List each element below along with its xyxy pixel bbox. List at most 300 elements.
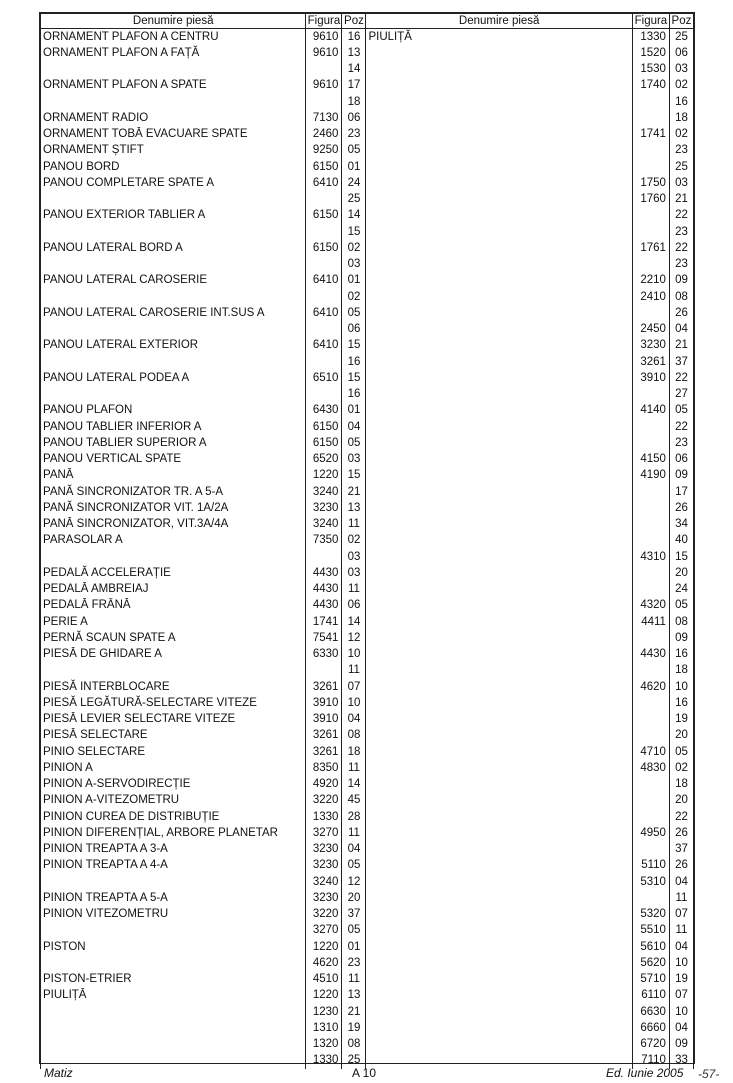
right-poz: 19 <box>669 972 693 988</box>
right-part-name <box>366 322 632 338</box>
table-row <box>41 289 694 305</box>
left-part-name <box>41 257 306 273</box>
right-figura <box>632 500 669 516</box>
right-figura: 1330 <box>632 29 669 46</box>
table-row <box>41 338 694 354</box>
right-figura <box>632 712 669 728</box>
right-figura <box>632 517 669 533</box>
left-poz: 10 <box>342 695 366 711</box>
right-part-name <box>366 874 632 890</box>
right-part-name <box>366 695 632 711</box>
left-poz: 08 <box>342 1037 366 1053</box>
right-poz: 08 <box>669 614 693 630</box>
table-row <box>41 78 694 94</box>
right-part-name <box>366 630 632 646</box>
left-part-name: PINION DIFERENȚIAL, ARBORE PLANETAR <box>41 825 306 841</box>
left-poz: 06 <box>342 598 366 614</box>
right-figura <box>632 533 669 549</box>
right-poz: 09 <box>669 1037 693 1053</box>
right-part-name <box>366 777 632 793</box>
left-figura: 3910 <box>306 695 342 711</box>
left-part-name <box>41 354 306 370</box>
left-figura: 3240 <box>306 517 342 533</box>
right-poz: 33 <box>669 1053 693 1069</box>
left-part-name: PERNĂ SCAUN SPATE A <box>41 630 306 646</box>
header-poz-left: Poz <box>342 14 366 29</box>
right-poz: 15 <box>669 549 693 565</box>
right-poz: 04 <box>669 874 693 890</box>
right-poz: 05 <box>669 403 693 419</box>
right-part-name <box>366 1004 632 1020</box>
right-part-name <box>366 907 632 923</box>
left-figura: 3230 <box>306 842 342 858</box>
left-part-name: PANĂ SINCRONIZATOR, VIT.3A/4A <box>41 517 306 533</box>
left-figura: 3261 <box>306 728 342 744</box>
left-part-name: PERIE A <box>41 614 306 630</box>
left-part-name: PANOU LATERAL CAROSERIE INT.SUS A <box>41 305 306 321</box>
right-part-name <box>366 110 632 126</box>
left-poz: 07 <box>342 679 366 695</box>
left-part-name: PIESĂ LEGĂTURĂ-SELECTARE VITEZE <box>41 695 306 711</box>
left-figura: 3240 <box>306 484 342 500</box>
right-figura <box>632 387 669 403</box>
left-part-name <box>41 322 306 338</box>
right-poz: 16 <box>669 695 693 711</box>
left-part-name: PEDALĂ FRÂNĂ <box>41 598 306 614</box>
left-figura: 6430 <box>306 403 342 419</box>
right-figura: 2410 <box>632 289 669 305</box>
right-poz: 21 <box>669 338 693 354</box>
left-figura: 3261 <box>306 679 342 695</box>
right-poz: 19 <box>669 712 693 728</box>
right-part-name <box>366 305 632 321</box>
right-figura: 4430 <box>632 647 669 663</box>
right-poz: 08 <box>669 289 693 305</box>
table-row <box>41 614 694 630</box>
right-figura: 5310 <box>632 874 669 890</box>
left-part-name: PANOU VERTICAL SPATE <box>41 452 306 468</box>
right-poz: 23 <box>669 224 693 240</box>
right-part-name <box>366 517 632 533</box>
left-poz: 15 <box>342 338 366 354</box>
left-poz: 12 <box>342 630 366 646</box>
right-part-name <box>366 370 632 386</box>
right-poz: 10 <box>669 1004 693 1020</box>
left-figura <box>306 322 342 338</box>
right-part-name <box>366 988 632 1004</box>
right-poz: 26 <box>669 305 693 321</box>
right-figura <box>632 159 669 175</box>
right-part-name <box>366 533 632 549</box>
header-figura-left: Figura <box>307 14 341 27</box>
right-poz: 02 <box>669 760 693 776</box>
table-row <box>41 712 694 728</box>
left-part-name: PIESĂ LEVIER SELECTARE VITEZE <box>41 712 306 728</box>
left-part-name <box>41 663 306 679</box>
right-poz: 10 <box>669 955 693 971</box>
table-row <box>41 760 694 776</box>
right-figura: 1761 <box>632 240 669 256</box>
left-figura: 6410 <box>306 338 342 354</box>
right-figura: 1750 <box>632 175 669 191</box>
right-part-name <box>366 273 632 289</box>
right-poz: 02 <box>669 78 693 94</box>
left-figura: 6520 <box>306 452 342 468</box>
right-poz: 04 <box>669 939 693 955</box>
right-poz: 37 <box>669 842 693 858</box>
table-row <box>41 777 694 793</box>
right-figura: 1520 <box>632 45 669 61</box>
left-figura: 1741 <box>306 614 342 630</box>
table-row <box>41 175 694 191</box>
left-part-name: PARASOLAR A <box>41 533 306 549</box>
table-row <box>41 728 694 744</box>
right-poz: 23 <box>669 435 693 451</box>
right-part-name <box>366 403 632 419</box>
right-figura: 3230 <box>632 338 669 354</box>
left-figura <box>306 387 342 403</box>
left-poz: 03 <box>342 565 366 581</box>
left-part-name: ORNAMENT PLAFON A SPATE <box>41 78 306 94</box>
right-figura: 4320 <box>632 598 669 614</box>
right-part-name <box>366 78 632 94</box>
left-part-name: PANOU EXTERIOR TABLIER A <box>41 208 306 224</box>
left-poz: 37 <box>342 907 366 923</box>
right-poz: 03 <box>669 175 693 191</box>
table-row <box>41 1020 694 1036</box>
left-figura <box>306 257 342 273</box>
left-part-name <box>41 387 306 403</box>
left-figura: 3220 <box>306 907 342 923</box>
right-figura <box>632 419 669 435</box>
table-row <box>41 663 694 679</box>
right-figura: 6110 <box>632 988 669 1004</box>
left-figura: 6150 <box>306 240 342 256</box>
right-part-name <box>366 1037 632 1053</box>
right-part-name <box>366 1020 632 1036</box>
table-row <box>41 549 694 565</box>
right-poz: 22 <box>669 240 693 256</box>
right-poz: 26 <box>669 500 693 516</box>
table-row <box>41 468 694 484</box>
right-part-name <box>366 338 632 354</box>
table-row <box>41 923 694 939</box>
right-poz: 26 <box>669 858 693 874</box>
left-part-name: PEDALĂ ACCELERAȚIE <box>41 565 306 581</box>
left-poz: 01 <box>342 939 366 955</box>
left-poz: 03 <box>342 257 366 273</box>
right-part-name <box>366 744 632 760</box>
left-part-name <box>41 1037 306 1053</box>
left-poz: 13 <box>342 988 366 1004</box>
left-poz: 45 <box>342 793 366 809</box>
right-poz: 25 <box>669 29 693 46</box>
right-part-name <box>366 728 632 744</box>
table-row <box>41 582 694 598</box>
right-figura: 1741 <box>632 127 669 143</box>
right-figura: 4950 <box>632 825 669 841</box>
right-poz: 24 <box>669 582 693 598</box>
left-figura: 6330 <box>306 647 342 663</box>
right-part-name <box>366 793 632 809</box>
right-figura: 6720 <box>632 1037 669 1053</box>
right-figura: 3910 <box>632 370 669 386</box>
right-figura: 2210 <box>632 273 669 289</box>
table-row <box>41 565 694 581</box>
right-part-name <box>366 972 632 988</box>
right-part-name <box>366 289 632 305</box>
left-figura: 4430 <box>306 598 342 614</box>
left-poz: 16 <box>342 354 366 370</box>
left-figura: 6150 <box>306 208 342 224</box>
left-part-name <box>41 923 306 939</box>
left-poz: 21 <box>342 1004 366 1020</box>
right-part-name <box>366 45 632 61</box>
right-figura: 5110 <box>632 858 669 874</box>
left-poz: 28 <box>342 809 366 825</box>
right-part-name <box>366 435 632 451</box>
right-part-name <box>366 94 632 110</box>
right-poz: 37 <box>669 354 693 370</box>
left-part-name <box>41 192 306 208</box>
right-poz: 16 <box>669 94 693 110</box>
table-row <box>41 305 694 321</box>
left-figura: 7541 <box>306 630 342 646</box>
table-row <box>41 159 694 175</box>
right-part-name <box>366 468 632 484</box>
table-row <box>41 500 694 516</box>
right-part-name <box>366 842 632 858</box>
left-poz: 15 <box>342 370 366 386</box>
left-poz: 05 <box>342 435 366 451</box>
right-part-name <box>366 387 632 403</box>
left-part-name: PANĂ SINCRONIZATOR VIT. 1A/2A <box>41 500 306 516</box>
right-part-name <box>366 663 632 679</box>
right-poz: 04 <box>669 322 693 338</box>
table-row <box>41 370 694 386</box>
left-part-name <box>41 289 306 305</box>
right-figura <box>632 777 669 793</box>
right-poz: 07 <box>669 907 693 923</box>
table-row <box>41 695 694 711</box>
right-figura <box>632 809 669 825</box>
right-figura: 4620 <box>632 679 669 695</box>
left-figura: 9610 <box>306 78 342 94</box>
table-row <box>41 452 694 468</box>
right-part-name <box>366 760 632 776</box>
left-poz: 05 <box>342 923 366 939</box>
table-row <box>41 354 694 370</box>
table-row <box>41 110 694 126</box>
left-figura <box>306 192 342 208</box>
right-figura <box>632 257 669 273</box>
right-figura <box>632 890 669 906</box>
left-part-name: ORNAMENT TOBĂ EVACUARE SPATE <box>41 127 306 143</box>
left-figura: 1330 <box>306 1053 342 1069</box>
right-part-name <box>366 809 632 825</box>
right-poz: 18 <box>669 777 693 793</box>
left-poz: 25 <box>342 1053 366 1069</box>
table-row <box>41 517 694 533</box>
right-figura: 4830 <box>632 760 669 776</box>
table-row <box>41 907 694 923</box>
right-poz: 09 <box>669 273 693 289</box>
left-poz: 06 <box>342 322 366 338</box>
right-poz: 23 <box>669 257 693 273</box>
left-poz: 15 <box>342 224 366 240</box>
right-poz: 23 <box>669 143 693 159</box>
left-poz: 23 <box>342 955 366 971</box>
right-part-name <box>366 127 632 143</box>
header-name-right: Denumire piesă <box>366 14 632 29</box>
table-row <box>41 208 694 224</box>
left-figura: 3910 <box>306 712 342 728</box>
right-part-name <box>366 257 632 273</box>
right-figura <box>632 143 669 159</box>
right-part-name <box>366 159 632 175</box>
left-figura: 8350 <box>306 760 342 776</box>
left-part-name: PANOU PLAFON <box>41 403 306 419</box>
right-poz: 20 <box>669 793 693 809</box>
left-part-name: PINIO SELECTARE <box>41 744 306 760</box>
left-poz: 08 <box>342 728 366 744</box>
parts-table <box>40 13 694 1069</box>
right-part-name <box>366 192 632 208</box>
right-part-name: PIULIȚĂ <box>366 29 632 46</box>
table-row <box>41 94 694 110</box>
left-poz: 04 <box>342 842 366 858</box>
table-row <box>41 45 694 61</box>
left-part-name: PINION TREAPTA A 5-A <box>41 890 306 906</box>
right-part-name <box>366 484 632 500</box>
table-row <box>41 192 694 208</box>
left-poz: 12 <box>342 874 366 890</box>
left-poz: 04 <box>342 419 366 435</box>
left-poz: 03 <box>342 549 366 565</box>
left-part-name <box>41 874 306 890</box>
table-header-row <box>41 14 694 29</box>
right-poz: 26 <box>669 825 693 841</box>
left-poz: 01 <box>342 403 366 419</box>
header-figura-right: Figura <box>632 14 669 29</box>
right-poz: 18 <box>669 110 693 126</box>
right-part-name <box>366 1053 632 1069</box>
left-part-name: PANOU BORD <box>41 159 306 175</box>
table-row <box>41 842 694 858</box>
left-poz: 18 <box>342 744 366 760</box>
right-part-name <box>366 175 632 191</box>
left-part-name: PANOU TABLIER INFERIOR A <box>41 419 306 435</box>
table-row <box>41 598 694 614</box>
left-poz: 05 <box>342 143 366 159</box>
left-figura: 7350 <box>306 533 342 549</box>
table-row <box>41 484 694 500</box>
left-figura: 3270 <box>306 923 342 939</box>
right-figura: 4150 <box>632 452 669 468</box>
table-row <box>41 647 694 663</box>
left-part-name: PINION TREAPTA A 3-A <box>41 842 306 858</box>
right-poz: 06 <box>669 45 693 61</box>
right-figura <box>632 565 669 581</box>
left-figura: 4920 <box>306 777 342 793</box>
left-part-name <box>41 224 306 240</box>
left-poz: 21 <box>342 484 366 500</box>
left-figura: 1310 <box>306 1020 342 1036</box>
left-figura: 1220 <box>306 988 342 1004</box>
table-row <box>41 273 694 289</box>
left-part-name: PISTON <box>41 939 306 955</box>
left-figura: 6410 <box>306 273 342 289</box>
right-figura: 4310 <box>632 549 669 565</box>
left-part-name: PANOU LATERAL CAROSERIE <box>41 273 306 289</box>
right-figura <box>632 208 669 224</box>
left-poz: 11 <box>342 517 366 533</box>
left-figura: 3230 <box>306 858 342 874</box>
left-figura: 4430 <box>306 565 342 581</box>
left-figura <box>306 354 342 370</box>
table-row <box>41 403 694 419</box>
right-poz: 05 <box>669 744 693 760</box>
table-row <box>41 744 694 760</box>
left-poz: 11 <box>342 972 366 988</box>
left-part-name: ORNAMENT PLAFON A CENTRU <box>41 29 306 46</box>
left-poz: 05 <box>342 858 366 874</box>
right-figura <box>632 435 669 451</box>
left-figura: 1220 <box>306 939 342 955</box>
left-part-name <box>41 1053 306 1069</box>
left-part-name <box>41 94 306 110</box>
footer-model: Matiz <box>44 1066 73 1080</box>
left-figura: 6410 <box>306 305 342 321</box>
right-poz: 11 <box>669 923 693 939</box>
right-part-name <box>366 679 632 695</box>
right-poz: 22 <box>669 208 693 224</box>
table-row <box>41 127 694 143</box>
left-poz: 17 <box>342 78 366 94</box>
left-poz: 14 <box>342 777 366 793</box>
left-poz: 16 <box>342 29 366 46</box>
right-part-name <box>366 955 632 971</box>
left-poz: 19 <box>342 1020 366 1036</box>
table-row <box>41 29 694 46</box>
left-poz: 15 <box>342 468 366 484</box>
right-figura: 6660 <box>632 1020 669 1036</box>
left-poz: 14 <box>342 208 366 224</box>
right-part-name <box>366 582 632 598</box>
right-part-name <box>366 939 632 955</box>
left-figura: 3230 <box>306 890 342 906</box>
right-figura <box>632 582 669 598</box>
table-row <box>41 630 694 646</box>
right-part-name <box>366 208 632 224</box>
left-part-name: PINION A-VITEZOMETRU <box>41 793 306 809</box>
right-figura: 1740 <box>632 78 669 94</box>
right-part-name <box>366 549 632 565</box>
right-part-name <box>366 143 632 159</box>
table-row <box>41 955 694 971</box>
right-figura: 4190 <box>632 468 669 484</box>
table-row <box>41 858 694 874</box>
left-poz: 02 <box>342 533 366 549</box>
table-row <box>41 890 694 906</box>
footer-page-number: A 10 <box>352 1066 377 1080</box>
right-poz: 02 <box>669 127 693 143</box>
table-row <box>41 224 694 240</box>
parts-index-sheet <box>39 12 695 1067</box>
right-figura <box>632 728 669 744</box>
left-figura: 4510 <box>306 972 342 988</box>
right-part-name <box>366 598 632 614</box>
